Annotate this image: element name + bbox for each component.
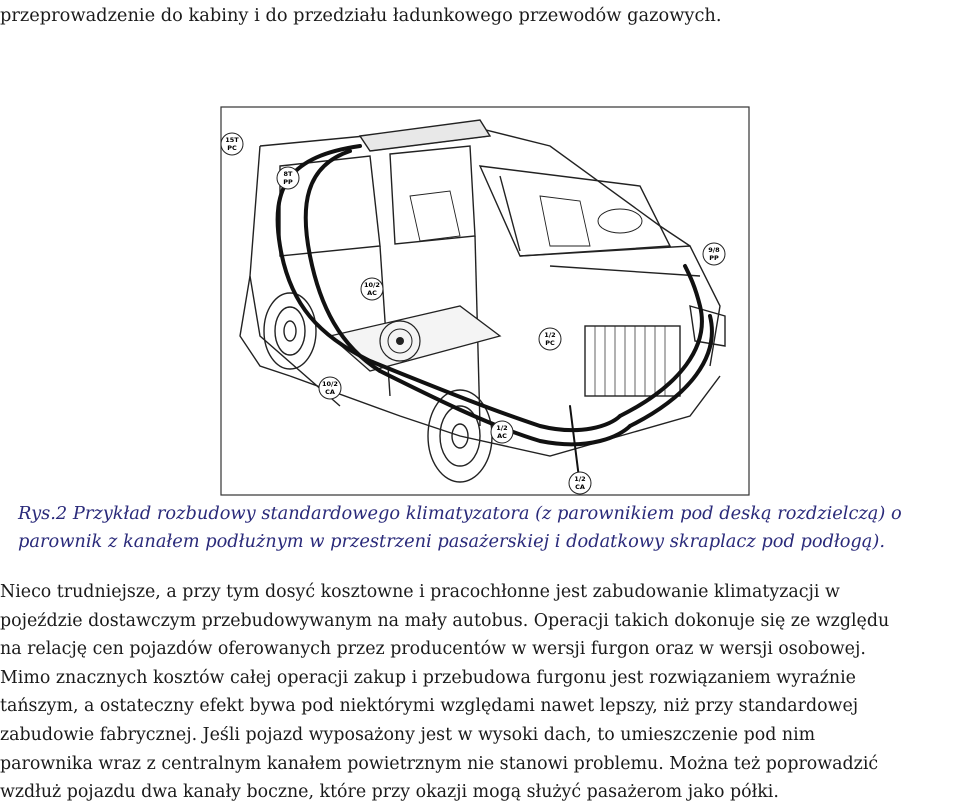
svg-text:CA: CA — [575, 483, 585, 491]
svg-text:10/2: 10/2 — [364, 281, 380, 289]
body-line: Nieco trudniejsze, a przy tym dosyć kosztowne i pracochłonne jest zabudowanie klimatyzacji w — [0, 582, 840, 602]
callout-10-2-ca — [319, 377, 341, 399]
svg-text:CA: CA — [325, 388, 335, 396]
body-line: zabudowie fabrycznej. Jeśli pojazd wyposażony jest w wysoki dach, to umieszczenie pod nim — [0, 724, 816, 745]
caption-line-1: Rys.2 Przykład rozbudowy standardowego klimatyzatora (z parownikiem pod deską rozdzielczą) o — [18, 503, 902, 524]
svg-text:AC: AC — [497, 432, 507, 440]
svg-text:PP: PP — [283, 178, 293, 186]
body-line: na relację cen pojazdów oferowanych przez producentów w wersji furgon oraz w wersji osobowej. — [0, 639, 866, 660]
rear-wheel — [264, 293, 316, 369]
callout-1-2-ac — [491, 421, 513, 443]
svg-text:10/2: 10/2 — [322, 380, 338, 388]
svg-text:15T: 15T — [225, 136, 239, 144]
svg-text:PC: PC — [545, 339, 555, 347]
body-line: Mimo znacznych kosztów całej operacji zakup i przebudowa furgonu jest rozwiązaniem wyraźnie — [0, 667, 856, 688]
van-ac-diagram — [220, 106, 750, 496]
callout-10-2-ac — [361, 278, 383, 300]
underfloor-condenser — [330, 306, 500, 371]
svg-text:PC: PC — [227, 144, 237, 152]
van-ac-diagram-svg — [220, 106, 750, 496]
svg-text:1/2: 1/2 — [496, 424, 508, 432]
svg-text:1/2: 1/2 — [544, 331, 556, 339]
body-line: wzdłuż pojazdu dwa kanały boczne, które przy okazji mogą służyć pasażerom jako półki. — [0, 782, 779, 803]
callout-1-2-ca — [569, 472, 591, 494]
body-line: tańszym, a ostateczny efekt bywa pod niektórymi względami nawet lepszy, niż przy standardowej — [0, 696, 859, 717]
body-line: parownika wraz z centralnym kanałem powietrznym nie stanowi problemu. Można też poprowadzić — [0, 753, 879, 774]
intro-text: przeprowadzenie do kabiny i do przedziału ładunkowego przewodów gazowych. — [0, 5, 722, 26]
body-paragraph — [0, 578, 960, 807]
figure-caption — [18, 500, 960, 556]
body-line: pojeździe dostawczym przebudowywanym na mały autobus. Operacji takich dokonuje się ze względu — [0, 610, 890, 631]
callout-15t-pc — [221, 133, 243, 155]
callout-1-2-pc — [539, 328, 561, 350]
callout-9-8-pp — [703, 243, 725, 265]
svg-text:1/2: 1/2 — [574, 475, 586, 483]
caption-line-2: parownik z kanałem podłużnym w przestrzeni pasażerskiej i dodatkowy skraplacz pod podłogą). — [18, 531, 886, 552]
svg-text:8T: 8T — [283, 170, 293, 178]
svg-text:PP: PP — [709, 254, 719, 262]
svg-text:AC: AC — [367, 289, 377, 297]
svg-text:9/8: 9/8 — [708, 246, 720, 254]
callout-8t-pp — [277, 167, 299, 189]
